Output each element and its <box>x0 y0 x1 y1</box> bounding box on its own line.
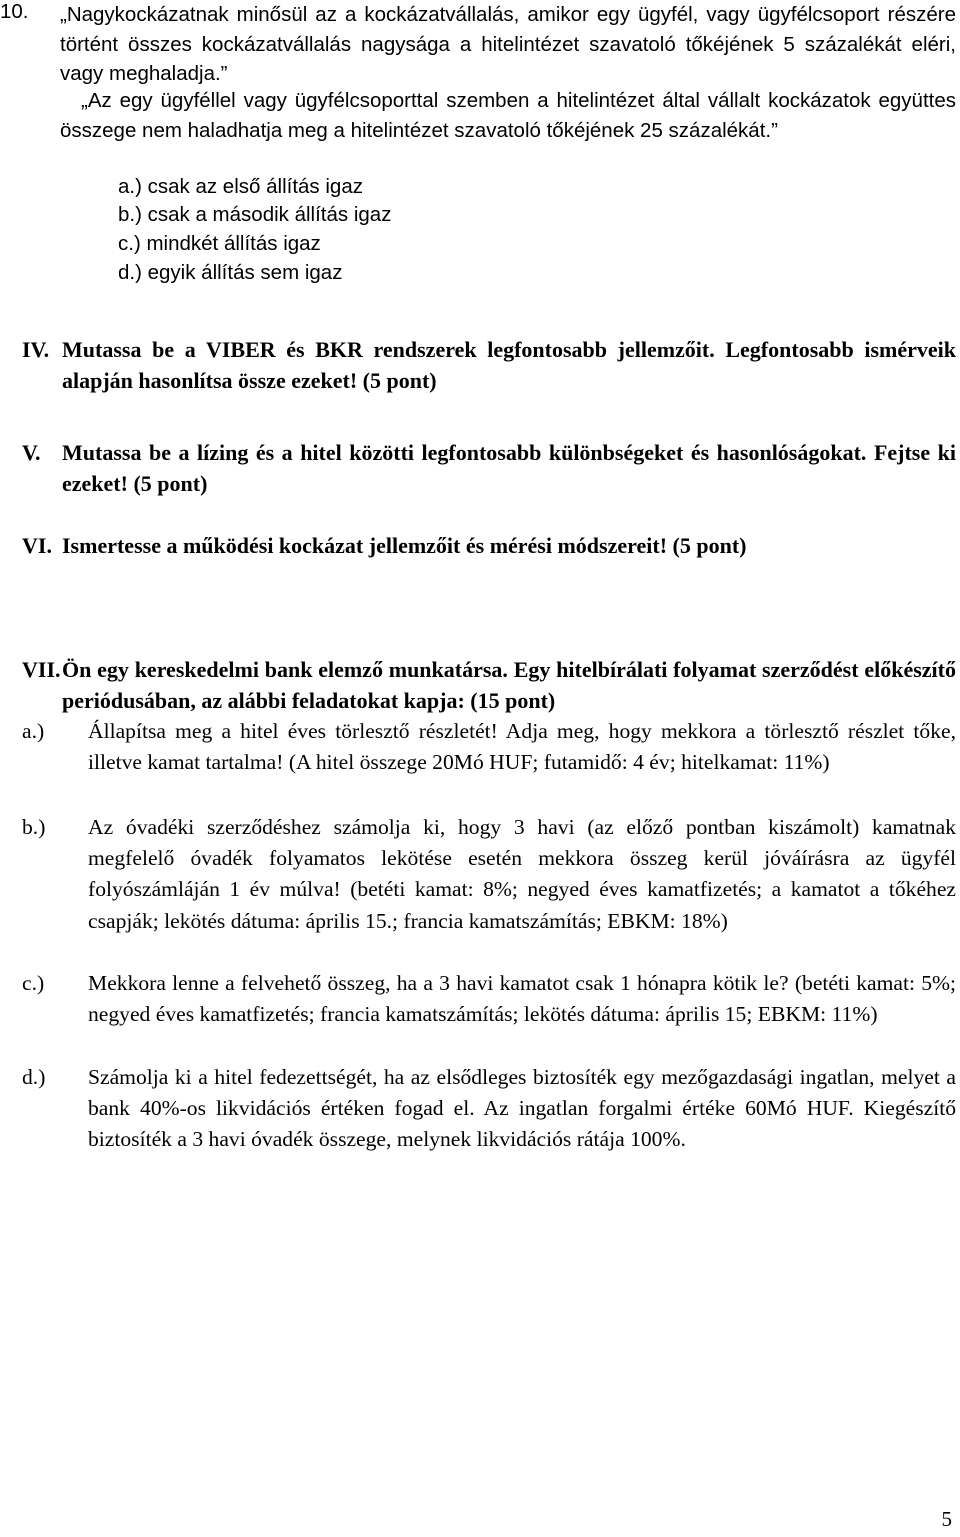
section-numeral: VI. <box>22 533 52 558</box>
section-numeral: VII. <box>22 657 61 682</box>
option-d: d.) egyik állítás sem igaz <box>118 261 343 284</box>
task-label: d.) <box>22 1065 46 1089</box>
task-text: Számolja ki a hitel fedezettségét, ha az elsődleges biztosíték egy mezőgazdasági ingatlan, melyet a bank 40%-os likvidációs értéken fogad el. Az ingatlan forgalmi értéke 60Mó HUF. Kiegészítő biztosíték a 3 havi óvadék összege, melynek likvidációs rátája 100%. <box>88 1065 956 1152</box>
task-label: c.) <box>22 971 45 995</box>
section-text: Ismertesse a működési kockázat jellemzőit és mérési módszereit! (5 pont) <box>62 533 747 558</box>
task-label: a.) <box>22 719 45 743</box>
section-text: Ön egy kereskedelmi bank elemző munkatársa. Egy hitelbírálati folyamat szerződést előkészítő periódusában, az alábbi feladatokat kapja: (15 pont) <box>62 657 956 713</box>
task-text: Az óvadéki szerződéshez számolja ki, hogy 3 havi (az előző pontban kiszámolt) kamatnak megfelelő óvadék folyamatos lekötése esetén mekkora összeg kerül jóváírásra az ügyfél folyószámláján 1 év múlva! (betéti kamat: 8%; negyed éves kamatfizetés; a kamatot a tőkéhez csapják; lekötés dátuma: április 15.; francia kamatszámítás; EBKM: 18%) <box>88 815 956 933</box>
section-text: Mutassa be a VIBER és BKR rendszerek legfontosabb jellemzőit. Legfontosabb ismérveik alapján hasonlítsa össze ezeket! (5 pont) <box>62 337 956 393</box>
task-text: Mekkora lenne a felvehető összeg, ha a 3 havi kamatot csak 1 hónapra kötik le? (betéti kamat: 5%; negyed éves kamatfizetés; francia kamatszámítás; lekötés dátuma: április 15; EBKM: 11%) <box>88 971 956 1027</box>
task-text: Állapítsa meg a hitel éves törlesztő részletét! Adja meg, hogy mekkora a törlesztő részlet tőke, illetve kamat tartalma! (A hitel összege 20Mó HUF; futamidő: 4 év; hitelkamat: 11%) <box>88 719 956 775</box>
statement-1: „Nagykockázatnak minősül az a kockázatvállalás, amikor egy ügyfél, vagy ügyfélcsoport részére történt összes kockázatvállalás nagysága a hitelintézet szavatoló tőkéjének 5 százalékát eléri, vagy meghaladja.” <box>60 3 956 85</box>
task-label: b.) <box>22 815 46 839</box>
section-text: Mutassa be a lízing és a hitel közötti legfontosabb különbségeket és hasonlóságokat. Fejtse ki ezeket! (5 pont) <box>62 440 956 496</box>
section-numeral: IV. <box>22 337 50 362</box>
statement-2: „Az egy ügyféllel vagy ügyfélcsoporttal szemben a hitelintézet által vállalt kockázatok együttes összege nem haladhatja meg a hitelintézet szavatoló tőkéjének 25 százalékát.” <box>60 89 956 142</box>
section-numeral: V. <box>22 440 41 465</box>
option-a: a.) csak az első állítás igaz <box>118 175 363 198</box>
option-c: c.) mindkét állítás igaz <box>118 232 321 255</box>
question-number: 10. <box>0 0 29 23</box>
option-b: b.) csak a második állítás igaz <box>118 203 392 226</box>
page-number: 5 <box>941 1507 952 1531</box>
